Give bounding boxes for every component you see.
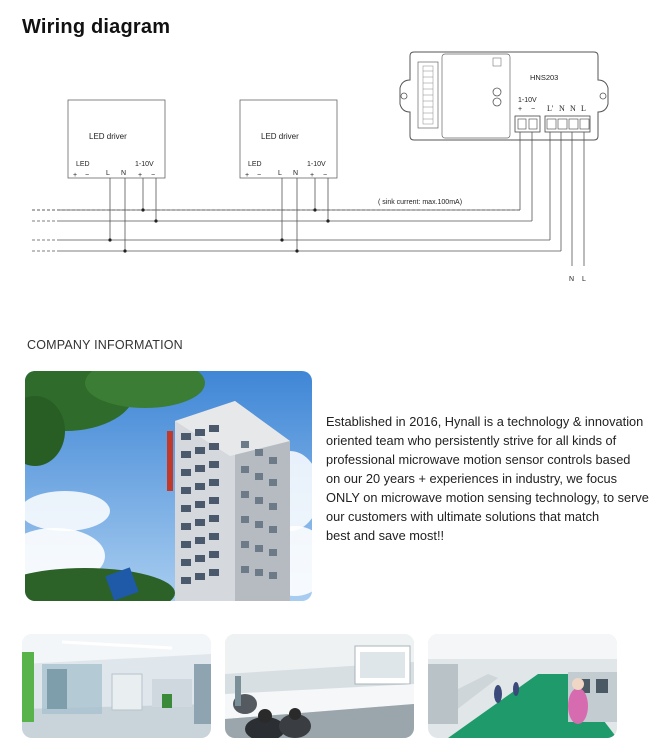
led-driver-1-led-plus: + <box>73 172 78 179</box>
led-driver-1-led-minus: − <box>85 172 90 179</box>
page-title: Wiring diagram <box>22 16 171 38</box>
sensor-terminal-n1: N <box>559 104 565 113</box>
led-driver-2-led-minus: − <box>257 172 262 179</box>
intro-line: our customers with ultimate solutions that match <box>326 509 600 524</box>
led-driver-1-led-label: LED <box>76 161 90 168</box>
led-driver-1-n-label: N <box>121 170 127 177</box>
sensor-terminal-l-prime: L' <box>547 104 554 113</box>
intro-line: professional microwave motion sensor controls based <box>326 452 631 467</box>
led-driver-1-l-label: L <box>106 170 110 177</box>
sensor-model-label: HNS203 <box>530 73 559 82</box>
intro-line: best and save most!! <box>326 528 445 543</box>
supply-l-label: L <box>582 276 586 283</box>
sensor-dim-plus: + <box>518 106 523 113</box>
led-driver-2-led-plus: + <box>245 172 250 179</box>
led-driver-2-l-label: L <box>278 170 282 177</box>
company-intro <box>326 412 649 545</box>
intro-line: oriented team who persistently strive for all kinds of <box>326 433 617 448</box>
led-driver-1-dim-plus: + <box>138 172 143 179</box>
wiring-diagram <box>0 44 650 294</box>
production-line-photo <box>428 634 617 738</box>
led-driver-2-dim-minus: − <box>323 172 328 179</box>
sensor-dim-minus: − <box>531 106 536 113</box>
led-driver-2-label: LED driver <box>261 132 299 141</box>
intro-line: Established in 2016, Hynall is a technology & innovation <box>326 414 644 429</box>
sensor-terminal-n2: N <box>570 104 576 113</box>
junction-dots <box>108 208 329 252</box>
led-driver-2 <box>240 100 337 179</box>
building-photo <box>25 371 312 601</box>
led-driver-2-dim-plus: + <box>310 172 315 179</box>
sensor-hns203 <box>400 52 608 140</box>
sensor-terminal-l: L <box>581 104 586 113</box>
led-driver-1 <box>68 100 165 179</box>
office-photo <box>22 634 211 738</box>
workshop-photo <box>225 634 414 738</box>
supply-n-label: N <box>569 276 575 283</box>
sink-current-note: ( sink current: max.100mA) <box>378 199 463 206</box>
led-driver-1-dim-minus: − <box>151 172 156 179</box>
led-driver-2-led-label: LED <box>248 161 262 168</box>
led-driver-1-dim-label: 1-10V <box>135 161 154 168</box>
intro-line: on our 20 years + experiences in industry, we focus <box>326 471 618 486</box>
company-heading: COMPANY INFORMATION <box>27 338 183 352</box>
sensor-dim-label: 1-10V <box>518 97 537 104</box>
led-driver-2-n-label: N <box>293 170 299 177</box>
led-driver-1-label: LED driver <box>89 132 127 141</box>
intro-line: ONLY on microwave motion sensing technology, to serve <box>326 490 649 505</box>
led-driver-2-dim-label: 1-10V <box>307 161 326 168</box>
